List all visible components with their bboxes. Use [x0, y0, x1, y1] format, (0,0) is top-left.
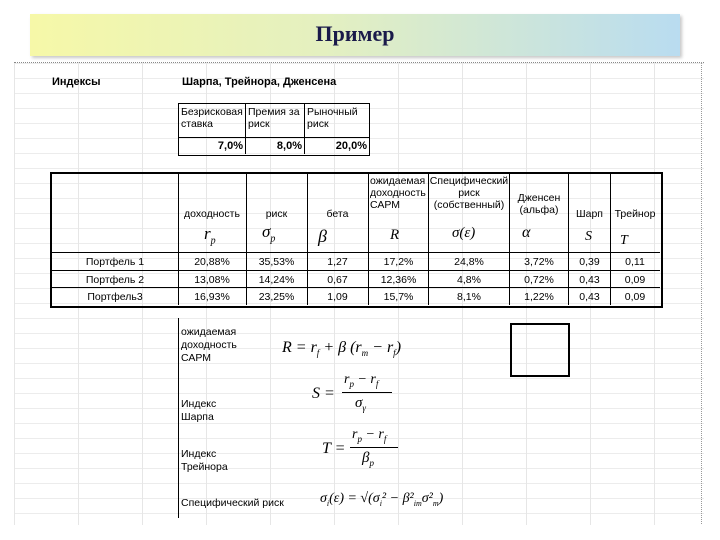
cell-value: 14,24% — [258, 274, 295, 286]
cell-value: 4,8% — [457, 274, 481, 286]
cell-value: 24,8% — [454, 256, 484, 268]
formula-capm: $R = r_f + \beta$ $(r_m - r_f)$ — [282, 339, 402, 359]
symbol-alpha: α — [522, 224, 531, 241]
row-name: Портфель 2 — [85, 274, 145, 286]
formula-sharpe-numerator: $r_p - r_f$ — [344, 372, 379, 389]
formula-treynor-denominator: $\beta_p$ — [362, 450, 374, 468]
cell-value: 15,7% — [383, 291, 414, 303]
cell-value: 16,93% — [194, 291, 230, 303]
formula-label-capm: ожидаемая доходность САРМ — [181, 326, 237, 364]
formula-treynor-bar — [350, 447, 398, 448]
cell-value: 0,72% — [524, 274, 554, 286]
formula-label-specific-risk: Специфический риск — [181, 497, 284, 509]
sheet-right-edge — [701, 62, 702, 524]
header-indexes: Индексы — [52, 76, 101, 88]
cell-value: 0,09 — [624, 274, 646, 286]
cell-value: 0,43 — [579, 274, 600, 286]
col-risk: риск — [265, 208, 288, 220]
symbol-sigma-p: $\sigma_p$ — [262, 222, 276, 245]
symbol-rp: $r_p$ — [204, 224, 216, 247]
slide-title: Пример — [315, 21, 395, 46]
input-value-premium: 8,0% — [276, 140, 302, 152]
formula-treynor-t: T = — [322, 440, 346, 457]
symbol-s: S — [585, 229, 592, 244]
formula-sharpe-bar — [342, 392, 392, 393]
formula-specific-risk: $\sigma_i(\varepsilon) = √(\sigma_i^2 - \beta^2_{im}\sigma^2_m)$ — [320, 491, 444, 508]
symbol-t: T — [620, 233, 628, 248]
cell-value: 35,53% — [258, 256, 295, 268]
symbol-capm-r: R — [390, 227, 400, 243]
formula-treynor-numerator: $r_p - r_f$ — [352, 427, 387, 444]
header-index-names: Шарпа, Трейнора, Дженсена — [182, 76, 337, 88]
cell-value: 13,08% — [194, 274, 230, 286]
input-header-riskfree: Безрисковая ставка — [181, 106, 243, 130]
cell-value: 1,27 — [327, 256, 348, 268]
cell-value: 1,09 — [327, 291, 348, 303]
cell-value: 1,22% — [524, 291, 554, 303]
col-capm: ожидаемая доходность САРМ — [370, 175, 426, 211]
input-value-riskfree: 7,0% — [217, 140, 243, 152]
input-header-premium: Премия за риск — [248, 106, 300, 130]
col-beta: бета — [326, 208, 349, 220]
cell-value: 8,1% — [457, 291, 481, 303]
cell-value: 0,11 — [625, 256, 645, 268]
col-treynor: Трейнор — [614, 208, 656, 220]
input-value-market-risk: 20,0% — [335, 140, 367, 152]
formula-label-treynor: Индекс Трейнора — [181, 448, 228, 473]
formula-label-sharpe: Индекс Шарпа — [181, 398, 217, 423]
formula-sharpe-denominator: $\sigma_\gamma$ — [355, 395, 366, 413]
slide-title-bar — [30, 14, 680, 56]
col-specific-risk: Специфический риск (собственный) — [429, 175, 509, 211]
cell-value: 0,09 — [624, 291, 646, 303]
cell-value: 0,43 — [579, 291, 600, 303]
cell-value: 12,36% — [380, 274, 417, 286]
input-header-market-risk: Рыночный риск — [307, 106, 358, 130]
cell-value: 23,25% — [258, 291, 295, 303]
selected-cell-box[interactable] — [510, 323, 570, 377]
col-jensen: Дженсен (альфа) — [517, 192, 561, 216]
col-return: доходность — [184, 208, 240, 220]
cell-value: 20,88% — [194, 256, 230, 268]
cell-value: 0,67 — [327, 274, 348, 286]
cell-value: 17,2% — [383, 256, 414, 268]
col-sharpe: Шарп — [576, 208, 603, 220]
cell-value: 0,39 — [579, 256, 600, 268]
symbol-beta: β — [318, 226, 327, 246]
cell-value: 3,72% — [524, 256, 554, 268]
symbol-sigma-epsilon: σ(ε) — [452, 225, 476, 241]
formula-sharpe-s: S = — [312, 385, 335, 402]
row-name: Портфель 1 — [85, 256, 145, 268]
row-name: Портфель3 — [87, 291, 143, 303]
